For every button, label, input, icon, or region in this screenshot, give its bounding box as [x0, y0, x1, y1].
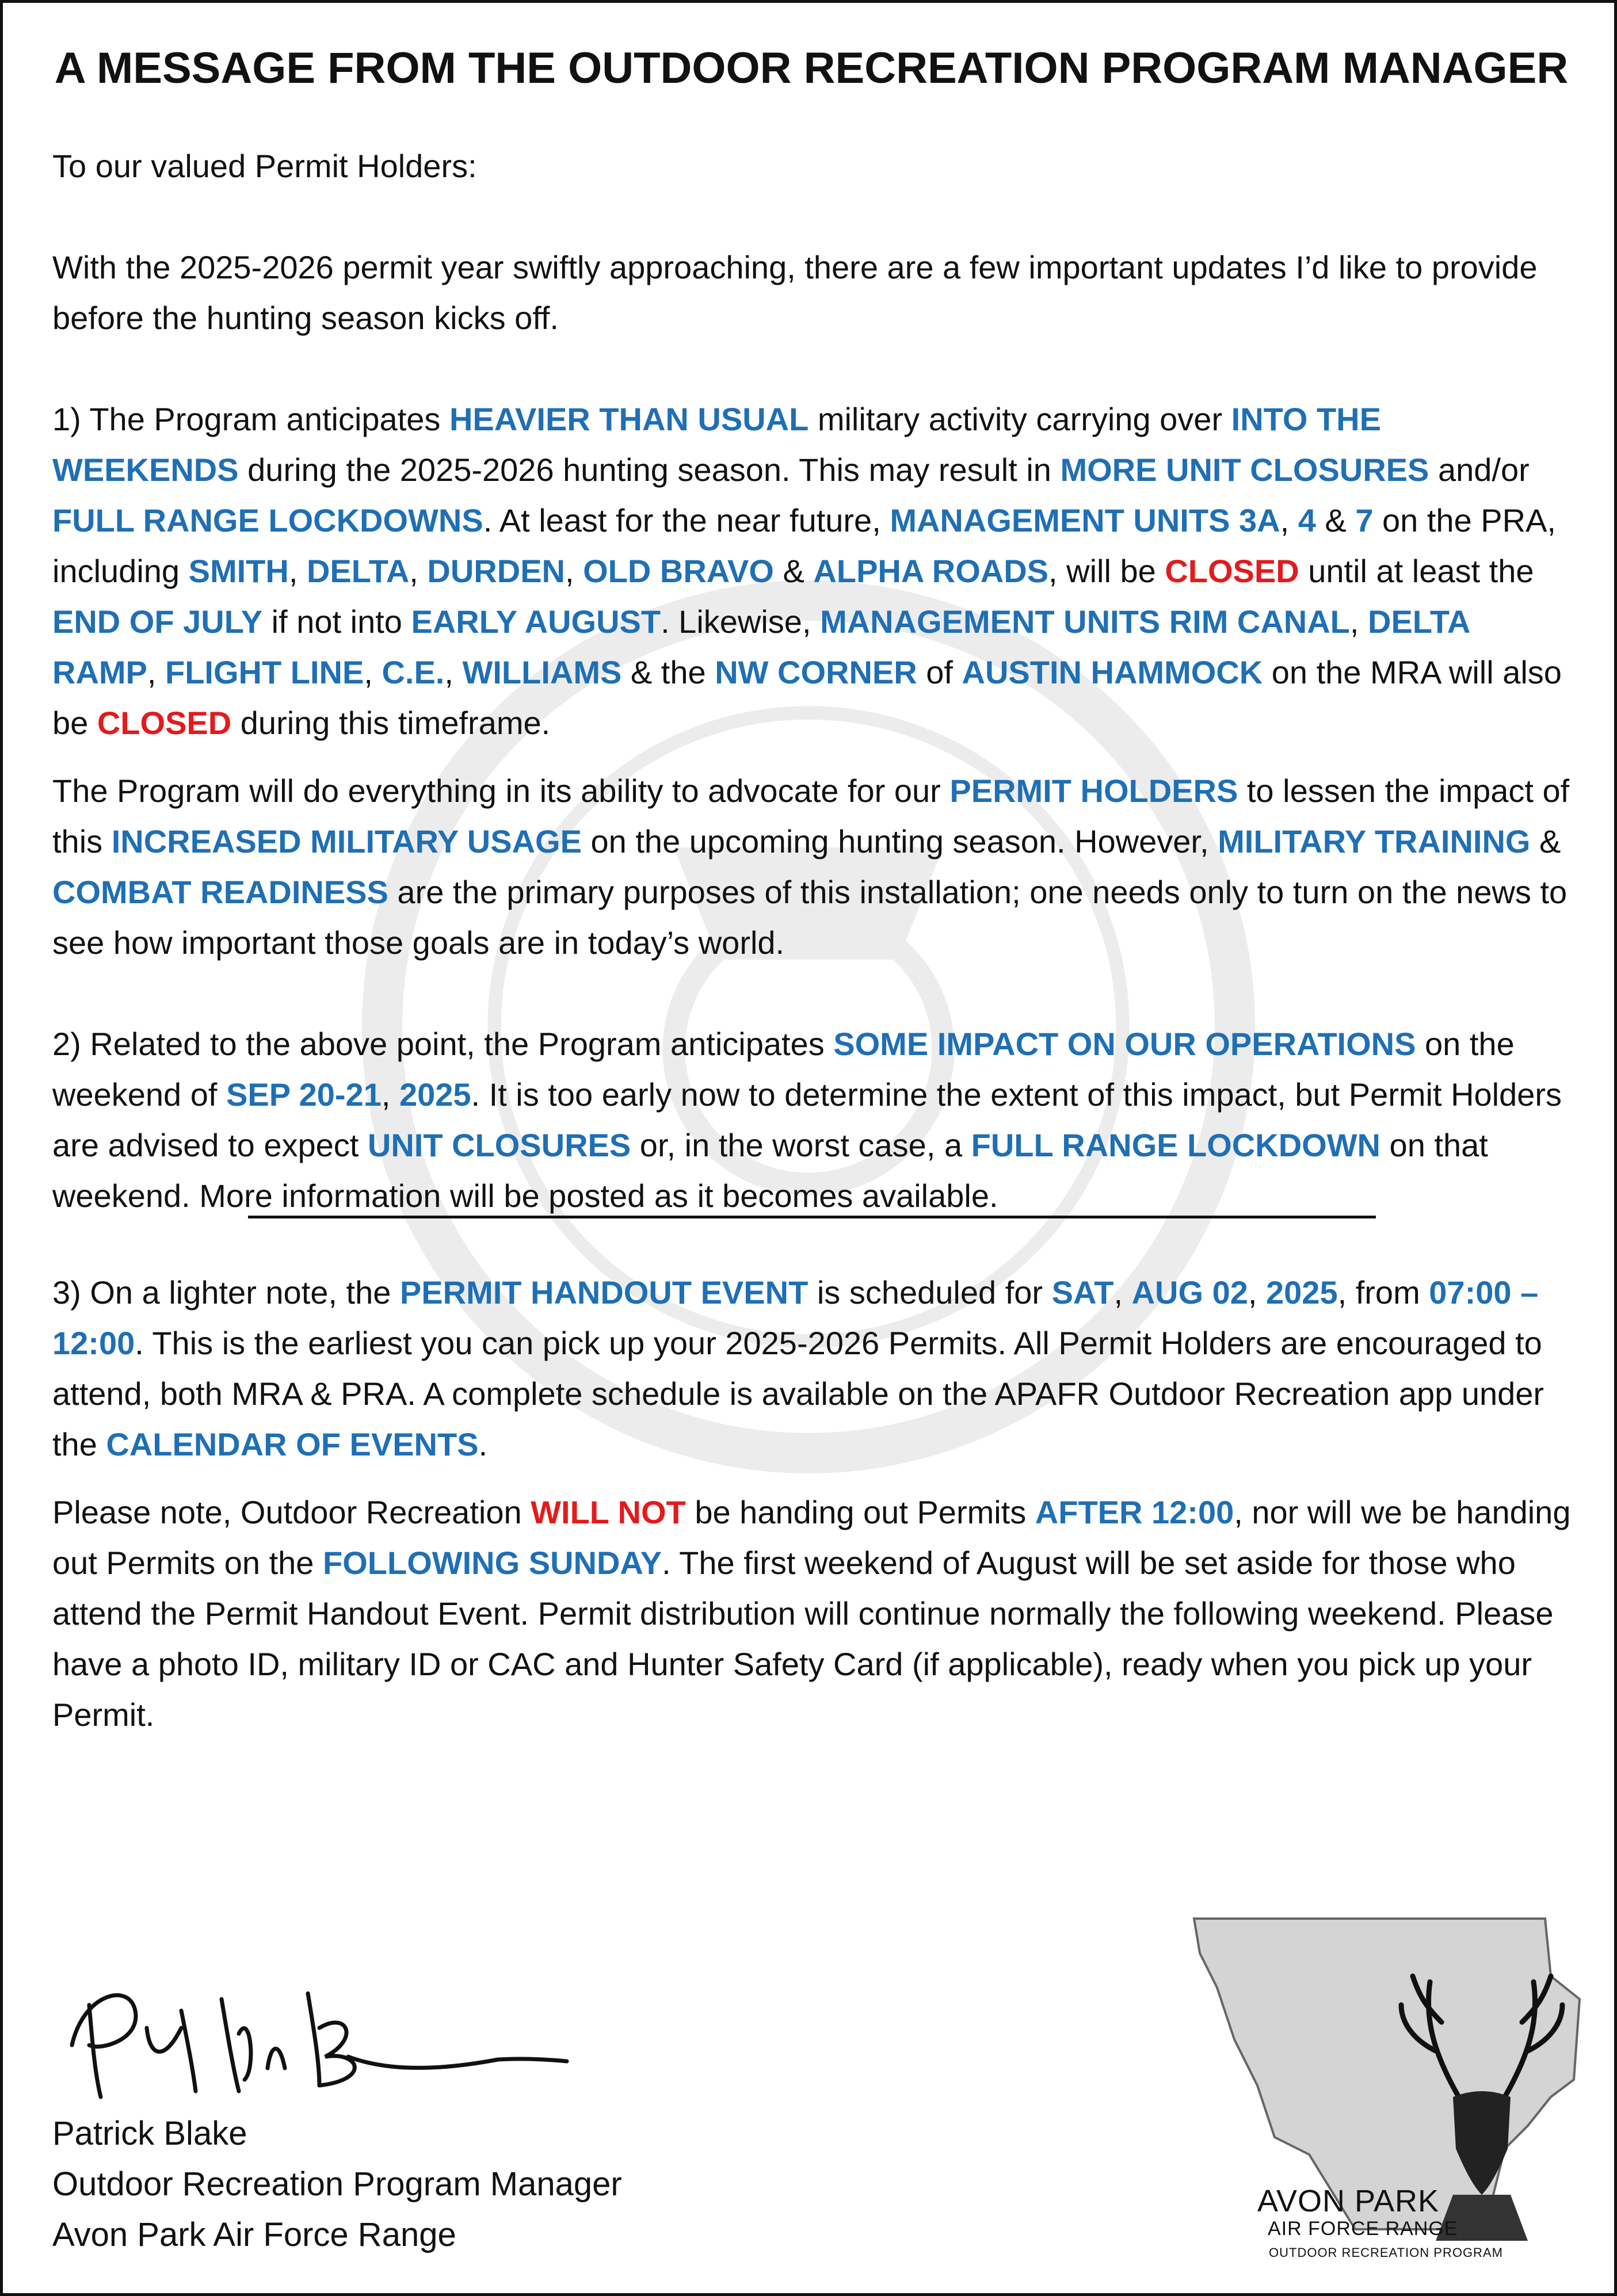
highlight-emphasis: FULL RANGE LOCKDOWN: [971, 1127, 1380, 1163]
intro-paragraph: With the 2025-2026 permit year swiftly approaching, there are a few important updates I’d like to provide before the hunting season kicks off.: [52, 249, 1538, 336]
highlight-emphasis: SOME IMPACT ON OUR OPERATIONS: [833, 1026, 1416, 1062]
highlight-emphasis: AUSTIN HAMMOCK: [962, 654, 1263, 690]
signer-role: Outdoor Recreation Program Manager: [52, 2165, 622, 2203]
signature-block: [52, 2108, 622, 2260]
text-run: ,: [364, 654, 382, 690]
page-title: A MESSAGE FROM THE OUTDOOR RECREATION PROGRAM MANAGER: [54, 44, 1569, 93]
text-run: on that weekend. More information will be posted as it becomes available.: [52, 1127, 1488, 1214]
highlight-emphasis: WILLIAMS: [462, 654, 622, 690]
text-run: to lessen the impact of this: [52, 773, 1570, 859]
highlight-emphasis: DURDEN: [427, 553, 565, 589]
text-run: . At least for the near future,: [483, 502, 890, 538]
update-2-paragraph: [52, 1019, 1572, 1221]
text-run: ,: [444, 654, 463, 690]
highlight-emphasis: MORE UNIT CLOSURES: [1060, 452, 1429, 488]
dashed-divider: [248, 1216, 1376, 1218]
highlight-emphasis: 07:00 – 12:00: [52, 1274, 1539, 1361]
text-run: .: [478, 1426, 488, 1462]
text-run: ,: [1349, 603, 1368, 640]
alert-emphasis: WILL NOT: [531, 1494, 686, 1530]
text-run: 2) Related to the above point, the Program anticipates: [52, 1026, 834, 1062]
text-run: &: [773, 553, 814, 589]
update-3-paragraph: [52, 1267, 1572, 1470]
text-run: if not into: [262, 603, 411, 640]
text-run: are the primary purposes of this installation; one needs only to turn on the news to see how important those goals are in today’s world.: [52, 874, 1568, 961]
highlight-emphasis: OLD BRAVO: [583, 553, 774, 589]
highlight-emphasis: HEAVIER THAN USUAL: [449, 401, 809, 437]
text-run: ,: [565, 553, 584, 589]
highlight-emphasis: SMITH: [188, 553, 289, 589]
highlight-emphasis: COMBAT READINESS: [52, 874, 388, 910]
text-run: & the: [621, 654, 715, 690]
text-run: . The first weekend of August will be set aside for those who attend the Permit Handout Event. Permit distribution will continue normally the following weekend. Please have a photo ID, military ID or CAC and Hunter Safety Card (if applicable), ready when you pick up your Permit.: [52, 1545, 1554, 1733]
highlight-emphasis: MANAGEMENT UNITS 3A: [890, 502, 1280, 538]
highlight-emphasis: DELTA RAMP: [52, 603, 1470, 690]
advocacy-paragraph: [52, 766, 1572, 968]
text-run: be handing out Permits: [685, 1494, 1035, 1530]
text-run: is scheduled for: [808, 1274, 1052, 1311]
text-run: ,: [1280, 502, 1298, 538]
text-run: ,: [1113, 1274, 1132, 1311]
text-run: on the PRA, including: [52, 502, 1556, 589]
highlight-emphasis: EARLY AUGUST: [411, 603, 661, 640]
text-run: ,: [409, 553, 428, 589]
highlight-emphasis: C.E.: [382, 654, 445, 690]
text-run: Please note, Outdoor Recreation: [52, 1494, 531, 1530]
text-run: . It is too early now to determine the extent of this impact, but Permit Holders are advised to expect: [52, 1076, 1562, 1163]
highlight-emphasis: SAT: [1051, 1274, 1114, 1311]
highlight-emphasis: AUG 02: [1131, 1274, 1248, 1311]
highlight-emphasis: INCREASED MILITARY USAGE: [111, 823, 582, 859]
text-run: ,: [381, 1076, 399, 1113]
highlight-emphasis: DELTA: [306, 553, 410, 589]
highlight-emphasis: PERMIT HOLDERS: [949, 773, 1238, 809]
text-run: during the 2025-2026 hunting season. This may result in: [238, 452, 1061, 488]
text-run: . This is the earliest you can pick up your 2025-2026 Permits. All Permit Holders are encouraged to attend, both MRA & PRA. A complete schedule is available on the APAFR Outdoor Recreation app under the: [52, 1325, 1544, 1462]
text-run: military activity carrying over: [808, 401, 1231, 437]
text-run: of: [917, 654, 962, 690]
highlight-emphasis: MILITARY TRAINING: [1218, 823, 1531, 859]
highlight-emphasis: SEP 20-21: [226, 1076, 382, 1113]
highlight-emphasis: UNIT CLOSURES: [367, 1127, 631, 1163]
highlight-emphasis: FLIGHT LINE: [165, 654, 364, 690]
divider-wrap: [52, 1216, 1572, 1267]
text-run: ,: [147, 654, 166, 690]
highlight-emphasis: CALENDAR OF EVENTS: [106, 1426, 479, 1462]
text-run: ,: [1248, 1274, 1267, 1311]
highlight-emphasis: MANAGEMENT UNITS RIM CANAL: [820, 603, 1350, 640]
text-run: , from: [1337, 1274, 1429, 1311]
text-run: , will be: [1048, 553, 1165, 589]
letter-body: [52, 141, 1572, 1791]
text-run: 1) The Program anticipates: [52, 401, 449, 437]
text-run: . Likewise,: [661, 603, 821, 640]
text-run: , nor will we be handing out Permits on the: [52, 1494, 1571, 1581]
text-run: during this timeframe.: [231, 705, 551, 741]
alert-emphasis: CLOSED: [1165, 553, 1299, 589]
text-run: ,: [288, 553, 307, 589]
text-run: or, in the worst case, a: [631, 1127, 971, 1163]
alert-emphasis: CLOSED: [97, 705, 232, 741]
logo-line-1: AVON PARK: [1257, 2184, 1440, 2218]
signer-name: Patrick Blake: [52, 2115, 247, 2152]
logo-line-3: OUTDOOR RECREATION PROGRAM: [1269, 2245, 1503, 2260]
text-run: until at least the: [1299, 553, 1534, 589]
text-run: on the MRA will also be: [52, 654, 1562, 741]
text-run: and/or: [1429, 452, 1530, 488]
highlight-emphasis: FOLLOWING SUNDAY: [323, 1545, 662, 1581]
text-run: &: [1530, 823, 1561, 859]
highlight-emphasis: NW CORNER: [715, 654, 917, 690]
text-run: The Program will do everything in its ability to advocate for our: [52, 773, 950, 809]
highlight-emphasis: ALPHA ROADS: [813, 553, 1049, 589]
highlight-emphasis: 7: [1355, 502, 1374, 538]
highlight-emphasis: INTO THE WEEKENDS: [52, 401, 1381, 488]
highlight-emphasis: END OF JULY: [52, 603, 263, 640]
highlight-emphasis: 4: [1298, 502, 1316, 538]
text-run: on the upcoming hunting season. However,: [581, 823, 1218, 859]
highlight-emphasis: AFTER 12:00: [1035, 1494, 1234, 1530]
handout-note-paragraph: [52, 1487, 1572, 1740]
logo-line-2: AIR FORCE RANGE: [1268, 2218, 1458, 2240]
text-run: on the weekend of: [52, 1026, 1515, 1113]
text-run: &: [1315, 502, 1356, 538]
highlight-emphasis: PERMIT HANDOUT EVENT: [399, 1274, 808, 1311]
highlight-emphasis: 2025: [1266, 1274, 1338, 1311]
greeting: To our valued Permit Holders:: [52, 148, 477, 184]
signer-org: Avon Park Air Force Range: [52, 2216, 456, 2253]
highlight-emphasis: 2025: [399, 1076, 471, 1113]
text-run: 3) On a lighter note, the: [52, 1274, 400, 1311]
highlight-emphasis: FULL RANGE LOCKDOWNS: [52, 502, 483, 538]
handwritten-signature: [49, 1959, 590, 2108]
update-1-paragraph: [52, 394, 1572, 748]
